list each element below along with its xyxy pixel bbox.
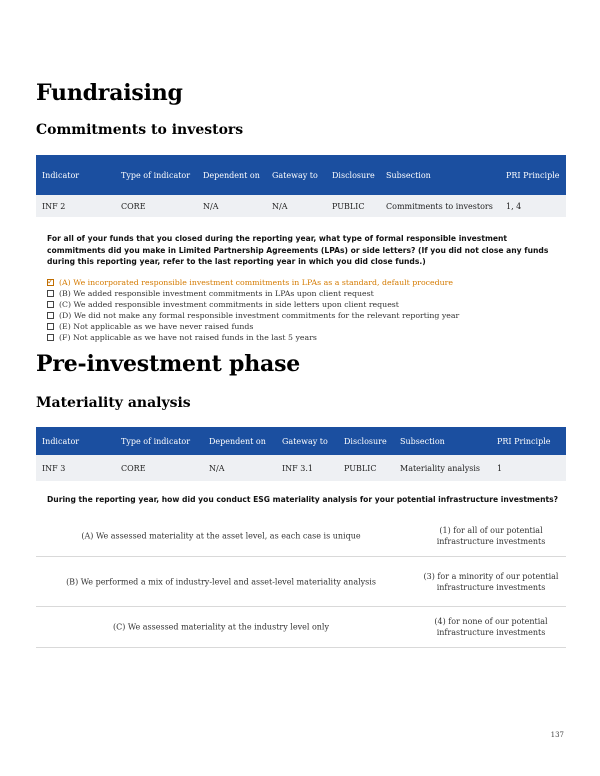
checkbox-icon[interactable] [47, 301, 54, 308]
cell-disclosure: PUBLIC [338, 455, 394, 481]
answer-left: (C) We assessed materiality at the industry level only [113, 622, 329, 632]
question-inf2: For all of your funds that you closed during the reporting year, what type of formal responsible investment commitments did you make in Limited Partnership Agreements (LPAs) or side letters? (If you did not close any funds during this reporting year, refer to the last reporting year in which you did close funds.) [47, 234, 549, 266]
table-row [36, 195, 566, 217]
option-b[interactable] [47, 288, 567, 299]
checkbox-icon[interactable] [47, 290, 54, 297]
header-type: Type of indicator [115, 427, 203, 455]
header-indicator: Indicator [36, 427, 115, 455]
option-label: (F) Not applicable as we have not raised funds in the last 5 years [59, 333, 317, 342]
cell-indicator: INF 3 [36, 455, 115, 481]
checkbox-icon[interactable] [47, 323, 54, 330]
table-row [36, 455, 566, 481]
option-a[interactable] [47, 277, 567, 288]
cell-type: CORE [115, 195, 197, 217]
page-number: 137 [550, 731, 564, 739]
subsection-title-commitments: Commitments to investors [36, 122, 244, 138]
list-item [36, 557, 566, 607]
cell-dependent: N/A [197, 195, 266, 217]
checkbox-icon[interactable] [47, 312, 54, 319]
header-dependent: Dependent on [203, 427, 276, 455]
option-label: (E) Not applicable as we have never raised funds [59, 322, 254, 331]
section-title-preinvestment: Pre-investment phase [36, 351, 301, 377]
header-gateway: Gateway to [276, 427, 338, 455]
checkbox-icon[interactable] [47, 334, 54, 341]
cell-gateway: INF 3.1 [276, 455, 338, 481]
header-disclosure: Disclosure [338, 427, 394, 455]
answer-right: (1) for all of our potential infrastructure investments [436, 526, 546, 546]
cell-pri-principle: 1 [491, 455, 566, 481]
answer-right: (3) for a minority of our potential infrastructure investments [423, 571, 559, 592]
header-subsection: Subsection [380, 155, 500, 195]
option-label: (B) We added responsible investment commitments in LPAs upon client request [59, 289, 374, 298]
header-gateway: Gateway to [266, 155, 326, 195]
cell-dependent: N/A [203, 455, 276, 481]
header-subsection: Subsection [394, 427, 491, 455]
option-label: (A) We incorporated responsible investment commitments in LPAs as a standard, default procedure [59, 278, 453, 287]
header-pri-principle: PRI Principle [491, 427, 566, 455]
list-item [36, 607, 566, 648]
cell-disclosure: PUBLIC [326, 195, 380, 217]
answer-right: (4) for none of our potential infrastructure investments [434, 617, 548, 637]
cell-gateway: N/A [266, 195, 326, 217]
cell-indicator: INF 2 [36, 195, 115, 217]
subsection-title-materiality: Materiality analysis [36, 395, 191, 411]
answer-left: (B) We performed a mix of industry-level and asset-level materiality analysis [66, 577, 376, 586]
header-type: Type of indicator [115, 155, 197, 195]
indicator-table-inf3 [36, 427, 566, 481]
option-e[interactable] [47, 321, 567, 332]
question-inf3: During the reporting year, how did you conduct ESG materiality analysis for your potential infrastructure investments? [47, 495, 559, 504]
answer-left: (A) We assessed materiality at the asset level, as each case is unique [81, 531, 361, 541]
header-disclosure: Disclosure [326, 155, 380, 195]
list-item [36, 516, 566, 557]
table-header-row [36, 155, 566, 195]
options-list-inf2 [47, 277, 567, 343]
section-title-fundraising: Fundraising [36, 80, 183, 106]
option-label: (C) We added responsible investment commitments in side letters upon client request [59, 300, 399, 309]
option-label: (D) We did not make any formal responsible investment commitments for the relevant reporting year [59, 311, 460, 320]
indicator-table-inf2 [36, 155, 566, 217]
checkbox-checked-icon[interactable] [47, 279, 54, 286]
header-indicator: Indicator [36, 155, 115, 195]
option-c[interactable] [47, 299, 567, 310]
cell-pri-principle: 1, 4 [500, 195, 566, 217]
cell-subsection: Materiality analysis [394, 455, 491, 481]
header-dependent: Dependent on [197, 155, 266, 195]
option-d[interactable] [47, 310, 567, 321]
header-pri-principle: PRI Principle [500, 155, 566, 195]
cell-type: CORE [115, 455, 203, 481]
option-f[interactable] [47, 332, 567, 343]
table-header-row [36, 427, 566, 455]
cell-subsection: Commitments to investors [380, 195, 500, 217]
